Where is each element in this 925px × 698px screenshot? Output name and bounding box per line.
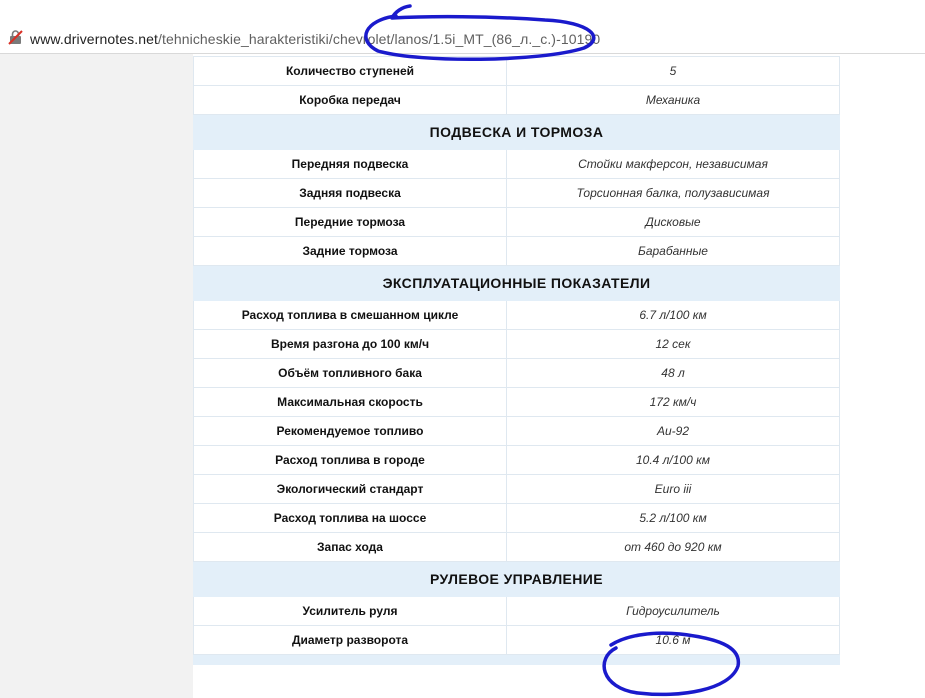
spec-row: [194, 446, 840, 475]
right-margin: [840, 54, 925, 698]
spec-row: [194, 179, 840, 208]
page-content: [0, 54, 925, 698]
section-header-row: [194, 115, 840, 150]
spec-value: Аи-92: [507, 417, 840, 446]
spec-row: [194, 626, 840, 655]
spec-value: Стойки макферсон, независимая: [507, 150, 840, 179]
spec-label: Запас хода: [194, 533, 507, 562]
spec-row: [194, 533, 840, 562]
section-title: ПОДВЕСКА И ТОРМОЗА: [194, 115, 840, 150]
section-header-partial: [194, 655, 840, 665]
url-path: /tehnicheskie_harakteristiki/chevrolet/lanos/1.5i_MT_(86_л._с.)-10190: [157, 31, 601, 47]
spec-label: Усилитель руля: [194, 597, 507, 626]
spec-value: от 460 до 920 км: [507, 533, 840, 562]
spec-value: Механика: [507, 86, 840, 115]
section-header-row-partial: [194, 655, 840, 665]
spec-value: Барабанные: [507, 237, 840, 266]
spec-value: Euro iii: [507, 475, 840, 504]
section-title: РУЛЕВОЕ УПРАВЛЕНИЕ: [194, 562, 840, 597]
spec-label: Рекомендуемое топливо: [194, 417, 507, 446]
spec-label: Экологический стандарт: [194, 475, 507, 504]
url-field[interactable]: [30, 31, 600, 47]
spec-value: 172 км/ч: [507, 388, 840, 417]
spec-row: [194, 597, 840, 626]
spec-value: 48 л: [507, 359, 840, 388]
spec-label: Количество ступеней: [194, 57, 507, 86]
spec-label: Передняя подвеска: [194, 150, 507, 179]
left-sidebar: [0, 54, 193, 698]
spec-row: [194, 237, 840, 266]
insecure-lock-icon[interactable]: [8, 30, 23, 45]
spec-label: Расход топлива в городе: [194, 446, 507, 475]
spec-label: Коробка передач: [194, 86, 507, 115]
spec-row: [194, 475, 840, 504]
spec-value: Торсионная балка, полузависимая: [507, 179, 840, 208]
spec-row: [194, 86, 840, 115]
spec-row: [194, 504, 840, 533]
spec-label: Передние тормоза: [194, 208, 507, 237]
spec-row: [194, 208, 840, 237]
spec-row: [194, 301, 840, 330]
section-header-row: [194, 266, 840, 301]
section-title: ЭКСПЛУАТАЦИОННЫЕ ПОКАЗАТЕЛИ: [194, 266, 840, 301]
spec-row: [194, 57, 840, 86]
spec-row: [194, 150, 840, 179]
spec-label: Максимальная скорость: [194, 388, 507, 417]
spec-value: 6.7 л/100 км: [507, 301, 840, 330]
spec-value: 10.6 м: [507, 626, 840, 655]
spec-row: [194, 417, 840, 446]
spec-label: Диаметр разворота: [194, 626, 507, 655]
spec-row: [194, 330, 840, 359]
spec-value: 5.2 л/100 км: [507, 504, 840, 533]
spec-label: Задние тормоза: [194, 237, 507, 266]
spec-value: 10.4 л/100 км: [507, 446, 840, 475]
section-header-row: [194, 562, 840, 597]
spec-value: 12 сек: [507, 330, 840, 359]
spec-label: Расход топлива на шоссе: [194, 504, 507, 533]
spec-label: Задняя подвеска: [194, 179, 507, 208]
spec-row: [194, 388, 840, 417]
spec-label: Расход топлива в смешанном цикле: [194, 301, 507, 330]
spec-value: Дисковые: [507, 208, 840, 237]
spec-value: 5: [507, 57, 840, 86]
spec-label: Объём топливного бака: [194, 359, 507, 388]
spec-row: [194, 359, 840, 388]
spec-label: Время разгона до 100 км/ч: [194, 330, 507, 359]
browser-address-bar[interactable]: [0, 0, 925, 54]
specifications-table: [193, 56, 840, 665]
spec-value: Гидроусилитель: [507, 597, 840, 626]
url-domain: www.drivernotes.net: [30, 31, 158, 47]
